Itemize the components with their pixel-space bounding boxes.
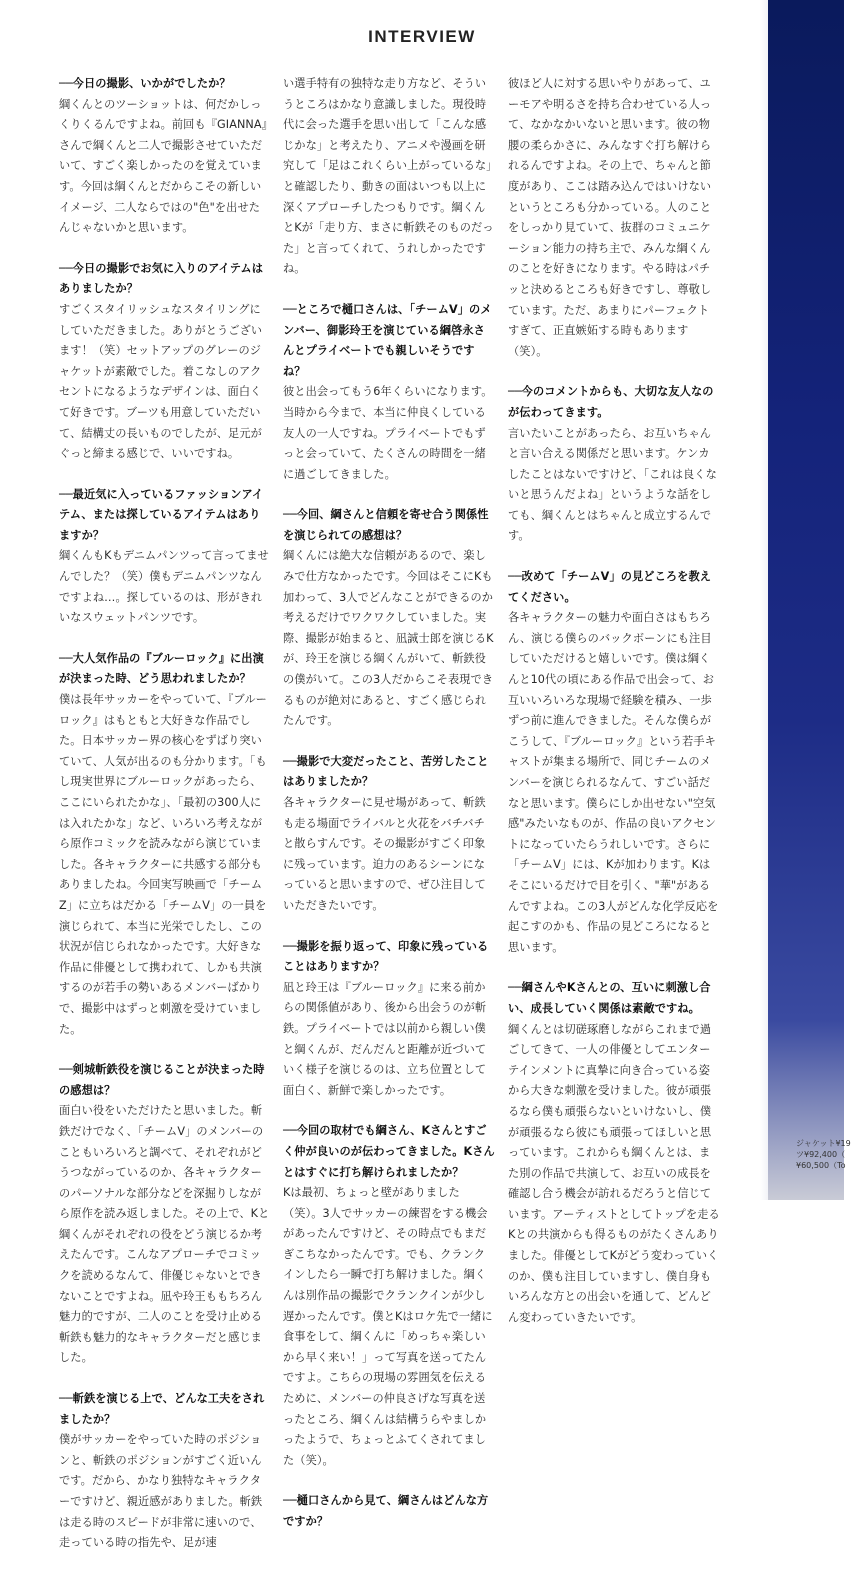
answer: 僕がサッカーをやっていた時のポジションと、斬鉄のポジションがすごく近いんです。だから、かなり独特なキャラクターですけど、親近感がありました。斬鉄は走る時のスピードが非常に速いので、走っている時の指先や、足が速 xyxy=(59,1433,263,1550)
answer: 面白い役をいただけたと思いました。斬鉄だけでなく、「チームV」のメンバーのこともいろいろと調べて、それぞれがどうつながっているのか、各キャラクターのパーソナルな部分などを深掘りしながら原作を読み返しました。その上で、Kと綱くんがそれぞれの役をどう演じるか考えたんです。こんなアプローチでコミックを読めるなんて、俳優じゃないとできないことですよね。凪や玲王ももちろん魅力的ですが、二人のことを受け止める斬鉄も魅力的なキャラクターだと感じました。 xyxy=(59,1104,270,1365)
question: ──今のコメントからも、大切な友人なのが伝わってきます。 xyxy=(508,385,714,419)
question: ──大人気作品の『ブルーロック』に出演が決まった時、どう思われましたか？ xyxy=(59,651,264,686)
text-column-3 xyxy=(508,74,720,1348)
answer: 彼と出会ってもう6年くらいになります。当時から今まで、本当に仲良くしている友人の一人ですね。プライベートでもずっと会っていて、たくさんの時間を一緒に過ごしてきました。 xyxy=(283,385,493,481)
qa-block xyxy=(59,1060,271,1369)
qa-block xyxy=(508,978,720,1328)
page-title: INTERVIEW xyxy=(368,27,476,46)
answer: い選手特有の独特な走り方など、そういうところはかなり意識しました。現役時代に会った選手を思い出して「こんな感じかな」と考えたり、アニメや漫画を研究して「足はこれくらい上がっているな」と確認したり、動きの面はいつも以上に深くアプローチしたつもりです。綱くんとKが「走り方、まさに斬鉄そのものだった」と言ってくれて、うれしかったですね。 xyxy=(283,77,494,276)
credit-line: ツ¥92,400（ xyxy=(796,1150,846,1159)
question: ──撮影で大変だったこと、苦労したことはありましたか？ xyxy=(283,754,489,789)
qa-block xyxy=(283,300,495,485)
answer: 綱くんとは切磋琢磨しながらこれまで過ごしてきて、一人の俳優としてエンターテインメントに真摯に向き合っている姿から大きな刺激を受けました。彼が頑張るなら僕も頑張らないといけないし、僕が頑張るなら彼にも頑張ってほしいと思っています。これからも綱くんとは、また別の作品で共演して、お互いの成長を確認し合う機会が訪れるだろうと信じています。アーティストとしてトップを走るKとの共演からも得るものがたくさんありました。俳優としてKがどう変わっていくのか、僕も注目していますし、僕自身もいろんな方との出会いを通して、どんどん変わっていきたいです。 xyxy=(508,1022,720,1324)
qa-block xyxy=(508,567,720,958)
adjacent-page-photo xyxy=(768,0,851,1200)
question: ──斬鉄を演じる上で、どんな工夫をされましたか？ xyxy=(59,1392,265,1426)
qa-block xyxy=(59,74,271,239)
credit-text xyxy=(796,1138,851,1171)
question: ──今日の撮影でお気に入りのアイテムはありましたか？ xyxy=(59,261,263,296)
question: ──撮影を振り返って、印象に残っていることはありますか？ xyxy=(283,939,489,974)
question: ──樋口さんから見て、綱さんはどんな方ですか？ xyxy=(283,1494,489,1528)
qa-block xyxy=(59,649,271,1040)
question: ──今回、綱さんと信頼を寄せ合う関係性を演じられての感想は？ xyxy=(283,508,489,542)
question: ──最近気に入っているファッションアイテム、または探しているアイテムはありますか？ xyxy=(59,487,264,542)
question: ──ところで樋口さんは、「チームV」のメンバー、御影玲王を演じている綱啓永さんとプライベートでも親しいそうですね？ xyxy=(283,302,492,378)
question: ──剣城斬鉄役を演じることが決まった時の感想は？ xyxy=(59,1063,265,1097)
answer: すごくスタイリッシュなスタイリングにしていただきました。ありがとうございます！（笑）セットアップのグレーのジャケットが素敵でした。着こなしのアクセントになるようなデザインは、面白くて好きです。ブーツも用意していただいて、結構丈の長いものでしたが、足元がぐっと締まる感じで、いいですね。 xyxy=(59,302,263,461)
qa-block xyxy=(283,1491,495,1532)
qa-block xyxy=(283,74,495,280)
question: ──綱さんやKさんとの、互いに刺激し合い、成長していく関係は素敵ですね。 xyxy=(508,981,711,1015)
question: ──改めて「チームV」の見どころを教えてください。 xyxy=(508,570,712,604)
qa-block xyxy=(59,485,271,629)
qa-block xyxy=(59,1389,271,1554)
qa-block xyxy=(508,382,720,547)
answer: 綱くんとのツーショットは、何だかしっくりくるんですよね。前回も『GIANNA』さんで綱くんと二人で撮影させていただいて、すごく楽しかったのを覚えています。今回は綱くんとだからこその新しいイメージ、二人ならではの"色"を出せたんじゃないかと思います。 xyxy=(59,97,268,235)
qa-block xyxy=(283,505,495,732)
question: ──今回の取材でも綱さん、Kさんとすごく仲が良いのが伝わってきました。Kさんとはすぐに打ち解けられましたか？ xyxy=(283,1124,495,1179)
qa-block xyxy=(283,1121,495,1471)
answer: 凪と玲王は『ブルーロック』に来る前からの関係値があり、後から出会うのが斬鉄。プライベートでは以前から親しい僕と綱くんが、だんだんと距離が近づいていく様子を演じるのは、立ち位置として面白く、新鮮で楽しかったです。 xyxy=(283,980,487,1097)
answer: 綱くんもKもデニムパンツって言ってませんでした？（笑）僕もデニムパンツなんですよね…。探しているのは、形がきれいなスウェットパンツです。 xyxy=(59,549,269,625)
qa-block xyxy=(283,937,495,1102)
question: ──今日の撮影、いかがでしたか？ xyxy=(59,77,231,90)
qa-block xyxy=(508,74,720,362)
qa-block xyxy=(59,259,271,465)
text-column-2 xyxy=(283,74,495,1553)
answer: 各キャラクターに見せ場があって、斬鉄も走る場面でライバルと火花をバチバチと散らすんです。その撮影がすごく印象に残っています。迫力のあるシーンになっていると思いますので、ぜひ注目していただきたいです。 xyxy=(283,796,486,912)
credit-line: ジャケット¥19 xyxy=(796,1139,851,1148)
answer: 各キャラクターの魅力や面白さはもちろん、演じる僕らのバックボーンにも注目していただけると嬉しいです。僕は綱くんと10代の頃にある作品で出会って、お互いいろいろな現場で経験を積み、一歩ずつ前に進んできました。そんな僕らがこうして、『ブルーロック』という若手キャストが集まる場所で、同じチームのメンバーを演じられるなんて、すごい話だなと思います。僕らにしか出せない"空気感"みたいなものが、作品の良いアクセントになっていたらうれしいです。さらに「チームV」には、Kが加わります。Kはそこにいるだけで目を引く、"華"があるんですよね。この3人がどんな化学反応を起こすのかも、作品の見どころになると思います。 xyxy=(508,611,719,954)
answer: 言いたいことがあったら、お互いちゃんと言い合える関係だと思います。ケンカしたことはないですけど、「これは良くないと思うんだよね」というような話をしても、綱くんとはちゃんと成立するんです。 xyxy=(508,426,717,543)
answer: Kは最初、ちょっと壁がありました（笑）。3人でサッカーの練習をする機会があったんですけど、その時点でもまだぎこちなかったんです。でも、クランクインしたら一瞬で打ち解けました。綱くんは別作品の撮影でクランクインが少し遅かったんです。僕とKはロケ先で一緒に食事をして、綱くんに「めっちゃ楽しいから早く来い！」って写真を送ってたんですよ。こちらの現場の雰囲気を伝えるために、メンバーの仲良さげな写真を送ったところ、綱くんは結構うらやましかったようで、ちょっとふてくされてました（笑）。 xyxy=(283,1186,493,1467)
answer: 僕は長年サッカーをやっていて、『ブルーロック』はもともと大好きな作品でした。日本サッカー界の核心をずばり突いていて、人気が出るのも分かります。「もし現実世界にブルーロックがあったら、ここにいられたかな」、「最初の300人には入れたかな」など、いろいろ考えながら原作コミックを読みながら演じていました。各キャラクターに共感する部分もありましたね。今回実写映画で「チームZ」に立ちはだかる「チームV」の一員を演じられて、本当に光栄でしたし、この状況が信じられなかったです。大好きな作品に俳優として携われて、しかも共演するのが若手の勢いあるメンバーばかりで、撮影中はずっと刺激を受けていました。 xyxy=(59,693,267,1036)
answer: 彼ほど人に対する思いやりがあって、ユーモアや明るさを持ち合わせている人って、なかなかいないと思います。彼の物腰の柔らかさに、みんなすぐ打ち解けられるんですよね。その上で、ちゃんと節度があり、ここは踏み込んではいけないというところも分かっている。人のことをしっかり見ていて、抜群のコミュニケーション能力の持ち主で、みんな綱くんのことを好きになります。やる時はパチッと決めるところも好きですし、尊敬しています。ただ、あまりにパーフェクトすぎて、正直嫉妬する時もあります（笑）。 xyxy=(508,77,712,358)
answer: 綱くんには絶大な信頼があるので、楽しみで仕方なかったです。今回はそこにKも加わって、3人でどんなことができるのか考えるだけでワクワクしていました。実際、撮影が始まると、凪誠士郎を演じるKが、玲王を演じる綱くんがいて、斬鉄役の僕がいて。この3人だからこそ表現できるものが絶対にあると、すごく感じられたんです。 xyxy=(283,549,494,728)
text-column-1 xyxy=(59,74,271,1574)
credit-line: ¥60,500（To xyxy=(796,1161,846,1170)
qa-block xyxy=(283,752,495,917)
